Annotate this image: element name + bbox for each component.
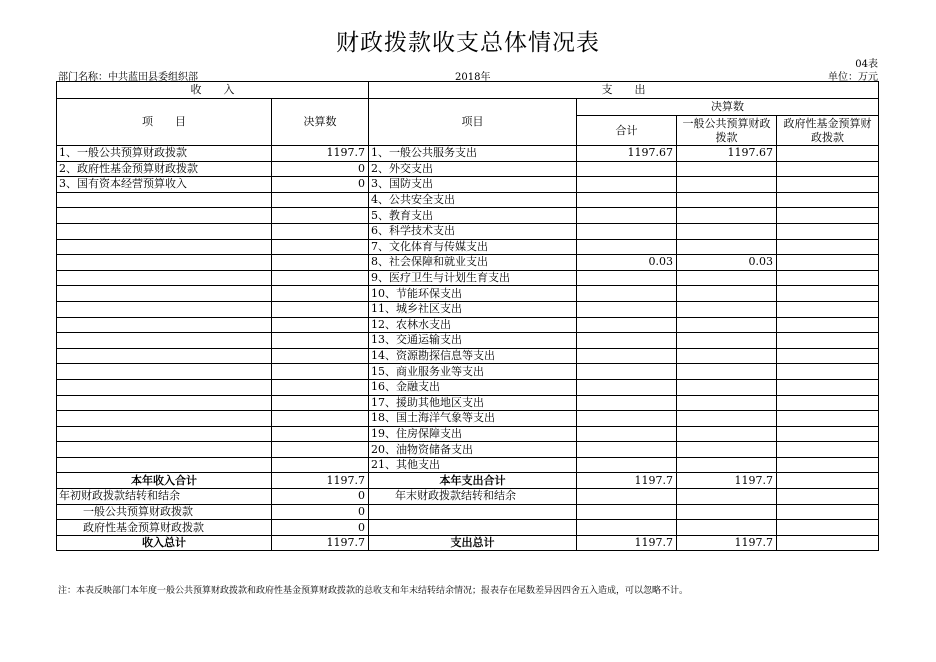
expense-fund-cell <box>777 442 879 458</box>
expense-total-cell <box>577 426 677 442</box>
income-amount-cell <box>272 286 369 302</box>
year-income-value: 1197.7 <box>272 473 369 489</box>
income-item-cell <box>57 411 272 427</box>
year-expense-general: 1197.7 <box>677 473 777 489</box>
expense-item-cell: 21、其他支出 <box>369 457 577 473</box>
expense-total-cell <box>577 364 677 380</box>
table-row <box>57 223 879 239</box>
expense-item-cell: 18、国土海洋气象等支出 <box>369 411 577 427</box>
income-amount-cell <box>272 192 369 208</box>
expense-item-cell: 2、外交支出 <box>369 161 577 177</box>
year-expense-fund <box>777 473 879 489</box>
empty-cell <box>677 520 777 536</box>
income-amount-cell <box>272 223 369 239</box>
carry-in-general-label: 一般公共预算财政拨款 <box>57 504 272 520</box>
expense-total-cell <box>577 395 677 411</box>
expense-item-cell: 6、科学技术支出 <box>369 223 577 239</box>
income-amount-cell: 0 <box>272 161 369 177</box>
income-item-cell <box>57 348 272 364</box>
expense-total-cell: 0.03 <box>577 255 677 271</box>
year-expense-label: 本年支出合计 <box>369 473 577 489</box>
income-amount-cell <box>272 364 369 380</box>
income-amount-cell <box>272 317 369 333</box>
expense-total-cell <box>577 411 677 427</box>
income-item-cell <box>57 270 272 286</box>
year-income-label: 本年收入合计 <box>57 473 272 489</box>
expense-total-value: 1197.7 <box>577 535 677 551</box>
table-row <box>57 255 879 271</box>
table-row <box>57 379 879 395</box>
table-row <box>57 333 879 349</box>
footnote: 注：本表反映部门本年度一般公共预算财政拨款和政府性基金预算财政拨款的总收支和年末结转结余情况；报表存在尾数差异因四舍五入造成，可以忽略不计。 <box>58 586 689 596</box>
expense-general-cell <box>677 192 777 208</box>
income-item-cell <box>57 317 272 333</box>
empty-cell <box>677 504 777 520</box>
expense-item-cell: 7、文化体育与传媒支出 <box>369 239 577 255</box>
expense-total-cell <box>577 286 677 302</box>
table-row <box>57 177 879 193</box>
table-row <box>57 270 879 286</box>
expense-fund-cell <box>777 223 879 239</box>
expense-total-cell: 1197.67 <box>577 146 677 162</box>
income-amount-cell <box>272 208 369 224</box>
income-amount-cell <box>272 270 369 286</box>
expense-general-cell <box>677 411 777 427</box>
table-row <box>57 146 879 162</box>
income-item-cell <box>57 333 272 349</box>
expense-total-cell <box>577 208 677 224</box>
expense-general-cell <box>677 301 777 317</box>
income-item-cell <box>57 223 272 239</box>
expense-fund-cell <box>777 208 879 224</box>
carry-out-total <box>577 489 677 505</box>
table-row <box>57 192 879 208</box>
department-name: 部门名称：中共蓝田县委组织部 <box>58 72 198 83</box>
expense-total-general: 1197.7 <box>677 535 777 551</box>
income-amount-cell <box>272 395 369 411</box>
expense-general-cell <box>677 364 777 380</box>
income-item-cell <box>57 255 272 271</box>
table-row <box>57 411 879 427</box>
year-expense-total: 1197.7 <box>577 473 677 489</box>
expense-general-cell <box>677 317 777 333</box>
expense-general-cell <box>677 395 777 411</box>
table-row <box>57 301 879 317</box>
expense-general-cell <box>677 208 777 224</box>
expense-fund-header: 政府性基金预算财政拨款 <box>777 116 879 146</box>
expense-total-cell <box>577 192 677 208</box>
expense-general-cell <box>677 442 777 458</box>
expense-amount-group-header: 决算数 <box>577 99 879 116</box>
income-total-value: 1197.7 <box>272 535 369 551</box>
carry-in-fund-value: 0 <box>272 520 369 536</box>
expense-fund-cell <box>777 411 879 427</box>
expense-item-cell: 11、城乡社区支出 <box>369 301 577 317</box>
expense-fund-cell <box>777 286 879 302</box>
income-amount-cell <box>272 457 369 473</box>
table-row <box>57 348 879 364</box>
income-amount-cell <box>272 301 369 317</box>
income-amount-cell <box>272 411 369 427</box>
income-item-cell <box>57 192 272 208</box>
income-amount-cell: 1197.7 <box>272 146 369 162</box>
expense-item-cell: 3、国防支出 <box>369 177 577 193</box>
income-item-cell <box>57 457 272 473</box>
expense-item-cell: 10、节能环保支出 <box>369 286 577 302</box>
income-item-cell <box>57 286 272 302</box>
expense-general-cell <box>677 286 777 302</box>
income-amount-cell <box>272 348 369 364</box>
table-row <box>57 364 879 380</box>
expense-total-cell <box>577 161 677 177</box>
expense-fund-cell <box>777 270 879 286</box>
report-year: 2018年 <box>455 72 491 83</box>
expense-total-cell <box>577 348 677 364</box>
expense-item-cell: 8、社会保障和就业支出 <box>369 255 577 271</box>
expense-item-cell: 16、金融支出 <box>369 379 577 395</box>
expense-fund-cell <box>777 364 879 380</box>
expense-total-cell <box>577 333 677 349</box>
expense-general-cell <box>677 223 777 239</box>
expense-general-cell <box>677 348 777 364</box>
income-amount-cell <box>272 255 369 271</box>
expense-fund-cell <box>777 379 879 395</box>
expense-item-cell: 20、油物资储备支出 <box>369 442 577 458</box>
income-amount-cell: 0 <box>272 177 369 193</box>
expense-general-cell <box>677 177 777 193</box>
expense-fund-cell <box>777 301 879 317</box>
expense-item-cell: 13、交通运输支出 <box>369 333 577 349</box>
expense-general-cell <box>677 426 777 442</box>
expense-fund-cell <box>777 161 879 177</box>
expense-general-cell <box>677 333 777 349</box>
expense-item-cell: 14、资源勘探信息等支出 <box>369 348 577 364</box>
expense-item-cell: 9、医疗卫生与计划生育支出 <box>369 270 577 286</box>
expense-item-cell: 5、教育支出 <box>369 208 577 224</box>
expense-total-cell <box>577 442 677 458</box>
expense-fund-cell <box>777 192 879 208</box>
income-item-cell <box>57 301 272 317</box>
income-item-cell: 2、政府性基金预算财政拨款 <box>57 161 272 177</box>
income-amount-header: 决算数 <box>272 99 369 146</box>
expense-general-cell <box>677 457 777 473</box>
table-row <box>57 457 879 473</box>
expense-total-label: 支出总计 <box>369 535 577 551</box>
income-amount-cell <box>272 426 369 442</box>
expense-general-cell <box>677 379 777 395</box>
table-row <box>57 395 879 411</box>
budget-table <box>56 81 879 551</box>
carry-out-label: 年末财政拨款结转和结余 <box>369 489 577 505</box>
expense-total-cell <box>577 379 677 395</box>
expense-general-cell: 0.03 <box>677 255 777 271</box>
expense-fund-cell <box>777 317 879 333</box>
empty-cell <box>577 504 677 520</box>
empty-cell <box>777 504 879 520</box>
table-row <box>57 208 879 224</box>
expense-group-header: 支 出 <box>369 82 879 99</box>
form-number: 04表 <box>855 59 878 70</box>
report-title: 财政拨款收支总体情况表 <box>336 30 600 56</box>
expense-fund-cell <box>777 395 879 411</box>
carry-out-general <box>677 489 777 505</box>
carry-in-value: 0 <box>272 489 369 505</box>
expense-total-cell <box>577 301 677 317</box>
income-item-header: 项 目 <box>57 99 272 146</box>
expense-item-cell: 15、商业服务业等支出 <box>369 364 577 380</box>
income-item-cell <box>57 395 272 411</box>
income-item-cell <box>57 239 272 255</box>
table-row <box>57 286 879 302</box>
income-group-header: 收 入 <box>57 82 369 99</box>
table-row <box>57 442 879 458</box>
expense-fund-cell <box>777 239 879 255</box>
expense-total-cell <box>577 317 677 333</box>
expense-general-header: 一般公共预算财政拨款 <box>677 116 777 146</box>
expense-general-cell: 1197.67 <box>677 146 777 162</box>
empty-cell <box>577 520 677 536</box>
income-item-cell <box>57 208 272 224</box>
table-row <box>57 317 879 333</box>
income-item-cell <box>57 379 272 395</box>
expense-fund-cell <box>777 146 879 162</box>
income-item-cell: 3、国有资本经营预算收入 <box>57 177 272 193</box>
expense-total-header: 合计 <box>577 116 677 146</box>
income-item-cell <box>57 442 272 458</box>
income-amount-cell <box>272 239 369 255</box>
expense-general-cell <box>677 270 777 286</box>
table-row <box>57 161 879 177</box>
expense-fund-cell <box>777 426 879 442</box>
expense-item-cell: 19、住房保障支出 <box>369 426 577 442</box>
expense-fund-cell <box>777 457 879 473</box>
expense-item-header: 项目 <box>369 99 577 146</box>
carry-in-fund-label: 政府性基金预算财政拨款 <box>57 520 272 536</box>
expense-general-cell <box>677 161 777 177</box>
table-row <box>57 239 879 255</box>
empty-cell <box>369 520 577 536</box>
expense-total-fund <box>777 535 879 551</box>
expense-item-cell: 12、农林水支出 <box>369 317 577 333</box>
income-amount-cell <box>272 379 369 395</box>
income-amount-cell <box>272 442 369 458</box>
expense-general-cell <box>677 239 777 255</box>
expense-item-cell: 17、援助其他地区支出 <box>369 395 577 411</box>
expense-total-cell <box>577 239 677 255</box>
expense-item-cell: 4、公共安全支出 <box>369 192 577 208</box>
expense-fund-cell <box>777 348 879 364</box>
expense-total-cell <box>577 270 677 286</box>
income-item-cell <box>57 426 272 442</box>
carry-in-general-value: 0 <box>272 504 369 520</box>
expense-total-cell <box>577 457 677 473</box>
unit-label: 单位：万元 <box>828 72 878 83</box>
table-row <box>57 426 879 442</box>
expense-fund-cell <box>777 255 879 271</box>
income-item-cell <box>57 364 272 380</box>
expense-total-cell <box>577 177 677 193</box>
expense-total-cell <box>577 223 677 239</box>
carry-in-label: 年初财政拨款结转和结余 <box>57 489 272 505</box>
income-item-cell: 1、一般公共预算财政拨款 <box>57 146 272 162</box>
expense-fund-cell <box>777 177 879 193</box>
empty-cell <box>777 520 879 536</box>
empty-cell <box>369 504 577 520</box>
expense-fund-cell <box>777 333 879 349</box>
income-amount-cell <box>272 333 369 349</box>
expense-item-cell: 1、一般公共服务支出 <box>369 146 577 162</box>
carry-out-fund <box>777 489 879 505</box>
income-total-label: 收入总计 <box>57 535 272 551</box>
